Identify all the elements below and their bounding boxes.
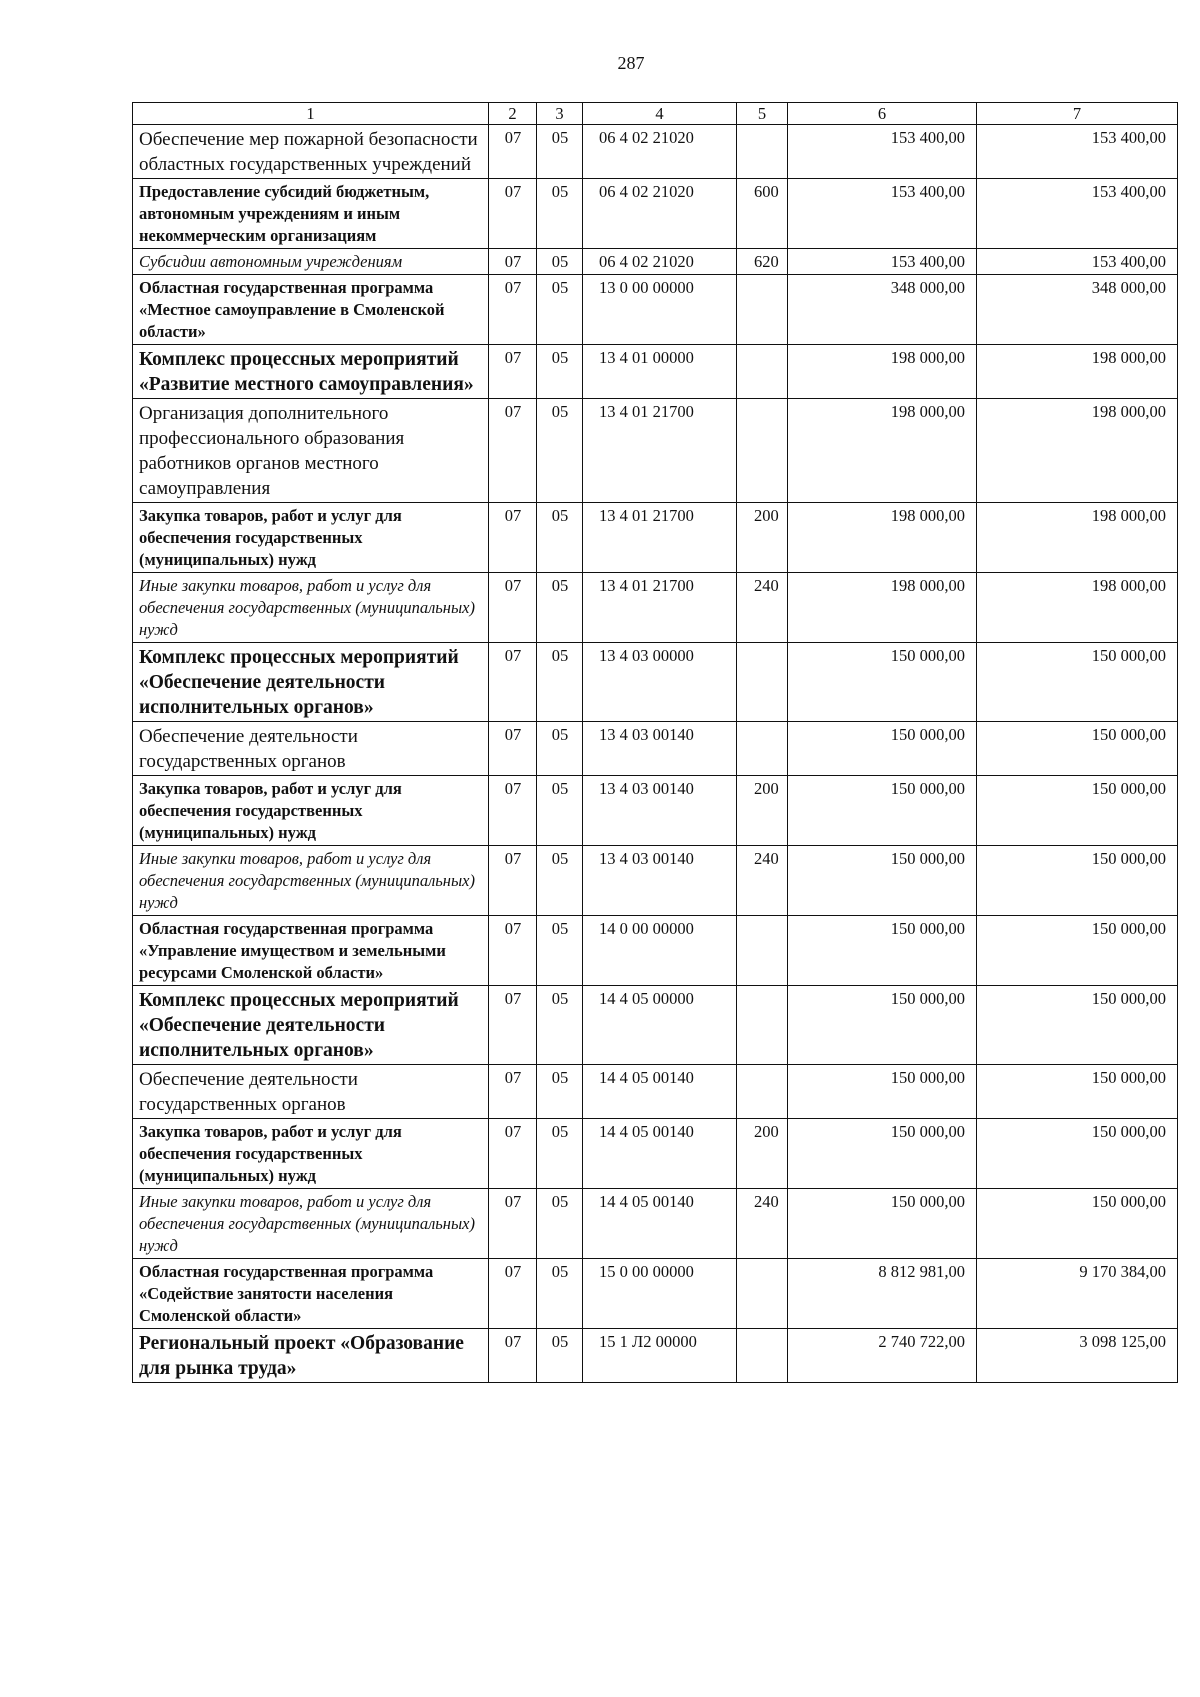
row-name-cell: Областная государственная программа «Содействие занятости населения Смоленской области» [133,1259,489,1329]
amount-year2-cell: 150 000,00 [977,986,1178,1065]
expense-type-cell: 240 [737,573,788,643]
row-name-cell: Комплекс процессных мероприятий «Развитие местного самоуправления» [133,345,489,399]
amount-year2-cell: 150 000,00 [977,1119,1178,1189]
target-article-cell: 06 4 02 21020 [583,249,737,275]
expense-type-cell: 240 [737,846,788,916]
amount-year2-cell: 150 000,00 [977,643,1178,722]
amount-year1-cell: 198 000,00 [788,345,977,399]
row-name-cell: Закупка товаров, работ и услуг для обеспечения государственных (муниципальных) нужд [133,1119,489,1189]
table-row [133,916,1178,986]
subsection-code-cell: 05 [537,125,583,179]
subsection-code-cell: 05 [537,1065,583,1119]
expense-type-cell [737,275,788,345]
expense-type-cell: 200 [737,503,788,573]
section-code-cell: 07 [489,125,537,179]
amount-year2-cell: 150 000,00 [977,916,1178,986]
row-name-cell: Региональный проект «Образование для рынка труда» [133,1329,489,1383]
section-code-cell: 07 [489,1329,537,1383]
target-article-cell: 14 4 05 00140 [583,1065,737,1119]
amount-year1-cell: 198 000,00 [788,573,977,643]
table-row [133,846,1178,916]
target-article-cell: 13 4 03 00140 [583,846,737,916]
amount-year1-cell: 150 000,00 [788,643,977,722]
target-article-cell: 15 0 00 00000 [583,1259,737,1329]
expense-type-cell [737,399,788,503]
amount-year2-cell: 198 000,00 [977,573,1178,643]
expense-type-cell [737,1259,788,1329]
expense-type-cell: 600 [737,179,788,249]
row-name-cell: Обеспечение деятельности государственных органов [133,1065,489,1119]
subsection-code-cell: 05 [537,399,583,503]
amount-year2-cell: 3 098 125,00 [977,1329,1178,1383]
row-name-cell: Комплекс процессных мероприятий «Обеспечение деятельности исполнительных органов» [133,643,489,722]
expense-type-cell [737,1329,788,1383]
section-code-cell: 07 [489,643,537,722]
header-row [133,103,1178,125]
target-article-cell: 14 4 05 00140 [583,1119,737,1189]
amount-year1-cell: 153 400,00 [788,179,977,249]
amount-year1-cell: 348 000,00 [788,275,977,345]
amount-year2-cell: 150 000,00 [977,776,1178,846]
amount-year1-cell: 150 000,00 [788,776,977,846]
section-code-cell: 07 [489,275,537,345]
subsection-code-cell: 05 [537,643,583,722]
table-row [133,722,1178,776]
section-code-cell: 07 [489,249,537,275]
expense-type-cell [737,125,788,179]
subsection-code-cell: 05 [537,776,583,846]
target-article-cell: 13 0 00 00000 [583,275,737,345]
target-article-cell: 13 4 01 00000 [583,345,737,399]
row-name-cell: Субсидии автономным учреждениям [133,249,489,275]
row-name-cell: Областная государственная программа «Управление имуществом и земельными ресурсами Смоленской области» [133,916,489,986]
section-code-cell: 07 [489,573,537,643]
row-name-cell: Областная государственная программа «Местное самоуправление в Смоленской области» [133,275,489,345]
table-row [133,986,1178,1065]
target-article-cell: 13 4 03 00140 [583,776,737,846]
section-code-cell: 07 [489,179,537,249]
amount-year1-cell: 150 000,00 [788,722,977,776]
target-article-cell: 06 4 02 21020 [583,125,737,179]
subsection-code-cell: 05 [537,1189,583,1259]
table-row [133,345,1178,399]
expense-type-cell [737,722,788,776]
amount-year2-cell: 153 400,00 [977,249,1178,275]
section-code-cell: 07 [489,1065,537,1119]
row-name-cell: Закупка товаров, работ и услуг для обеспечения государственных (муниципальных) нужд [133,503,489,573]
table-row [133,776,1178,846]
amount-year1-cell: 150 000,00 [788,1189,977,1259]
header-cell-4: 4 [583,103,737,125]
amount-year2-cell: 348 000,00 [977,275,1178,345]
amount-year1-cell: 153 400,00 [788,249,977,275]
amount-year2-cell: 150 000,00 [977,1065,1178,1119]
amount-year2-cell: 9 170 384,00 [977,1259,1178,1329]
target-article-cell: 14 0 00 00000 [583,916,737,986]
amount-year1-cell: 198 000,00 [788,399,977,503]
table-row [133,643,1178,722]
expense-type-cell: 200 [737,1119,788,1189]
table-row [133,1259,1178,1329]
table-row [133,399,1178,503]
target-article-cell: 13 4 01 21700 [583,399,737,503]
amount-year1-cell: 150 000,00 [788,846,977,916]
subsection-code-cell: 05 [537,1259,583,1329]
target-article-cell: 14 4 05 00000 [583,986,737,1065]
amount-year1-cell: 153 400,00 [788,125,977,179]
section-code-cell: 07 [489,722,537,776]
amount-year1-cell: 150 000,00 [788,1119,977,1189]
section-code-cell: 07 [489,1189,537,1259]
amount-year2-cell: 150 000,00 [977,1189,1178,1259]
header-cell-6: 6 [788,103,977,125]
row-name-cell: Иные закупки товаров, работ и услуг для обеспечения государственных (муниципальных) нужд [133,573,489,643]
section-code-cell: 07 [489,1119,537,1189]
subsection-code-cell: 05 [537,1329,583,1383]
amount-year2-cell: 150 000,00 [977,846,1178,916]
amount-year1-cell: 150 000,00 [788,916,977,986]
table-row [133,275,1178,345]
expense-type-cell [737,345,788,399]
section-code-cell: 07 [489,986,537,1065]
subsection-code-cell: 05 [537,345,583,399]
target-article-cell: 15 1 Л2 00000 [583,1329,737,1383]
row-name-cell: Иные закупки товаров, работ и услуг для обеспечения государственных (муниципальных) нужд [133,846,489,916]
expense-type-cell: 620 [737,249,788,275]
row-name-cell: Обеспечение деятельности государственных органов [133,722,489,776]
amount-year2-cell: 153 400,00 [977,125,1178,179]
table-row [133,1065,1178,1119]
header-cell-7: 7 [977,103,1178,125]
subsection-code-cell: 05 [537,179,583,249]
expense-type-cell: 200 [737,776,788,846]
subsection-code-cell: 05 [537,249,583,275]
amount-year1-cell: 8 812 981,00 [788,1259,977,1329]
subsection-code-cell: 05 [537,986,583,1065]
amount-year1-cell: 198 000,00 [788,503,977,573]
subsection-code-cell: 05 [537,275,583,345]
section-code-cell: 07 [489,399,537,503]
section-code-cell: 07 [489,1259,537,1329]
expense-type-cell [737,1065,788,1119]
target-article-cell: 13 4 01 21700 [583,573,737,643]
table-row [133,573,1178,643]
amount-year2-cell: 150 000,00 [977,722,1178,776]
table-row [133,1329,1178,1383]
expense-type-cell: 240 [737,1189,788,1259]
subsection-code-cell: 05 [537,722,583,776]
table-row [133,1119,1178,1189]
row-name-cell: Предоставление субсидий бюджетным, автономным учреждениям и иным некоммерческим организациям [133,179,489,249]
header-cell-3: 3 [537,103,583,125]
table-row [133,249,1178,275]
row-name-cell: Иные закупки товаров, работ и услуг для обеспечения государственных (муниципальных) нужд [133,1189,489,1259]
amount-year2-cell: 153 400,00 [977,179,1178,249]
header-cell-2: 2 [489,103,537,125]
amount-year2-cell: 198 000,00 [977,399,1178,503]
expense-type-cell [737,643,788,722]
amount-year1-cell: 2 740 722,00 [788,1329,977,1383]
table-row [133,1189,1178,1259]
budget-table [132,102,1178,1383]
row-name-cell: Закупка товаров, работ и услуг для обеспечения государственных (муниципальных) нужд [133,776,489,846]
target-article-cell: 06 4 02 21020 [583,179,737,249]
target-article-cell: 13 4 03 00140 [583,722,737,776]
header-cell-1: 1 [133,103,489,125]
subsection-code-cell: 05 [537,573,583,643]
row-name-cell: Организация дополнительного профессионального образования работников органов местного самоуправления [133,399,489,503]
section-code-cell: 07 [489,846,537,916]
table-row [133,125,1178,179]
header-cell-5: 5 [737,103,788,125]
amount-year1-cell: 150 000,00 [788,1065,977,1119]
row-name-cell: Комплекс процессных мероприятий «Обеспечение деятельности исполнительных органов» [133,986,489,1065]
table-row [133,179,1178,249]
amount-year2-cell: 198 000,00 [977,503,1178,573]
subsection-code-cell: 05 [537,503,583,573]
target-article-cell: 13 4 01 21700 [583,503,737,573]
table-row [133,503,1178,573]
page-number: 287 [617,53,645,73]
subsection-code-cell: 05 [537,1119,583,1189]
expense-type-cell [737,916,788,986]
section-code-cell: 07 [489,503,537,573]
row-name-cell: Обеспечение мер пожарной безопасности областных государственных учреждений [133,125,489,179]
section-code-cell: 07 [489,345,537,399]
subsection-code-cell: 05 [537,846,583,916]
section-code-cell: 07 [489,916,537,986]
target-article-cell: 13 4 03 00000 [583,643,737,722]
expense-type-cell [737,986,788,1065]
subsection-code-cell: 05 [537,916,583,986]
amount-year1-cell: 150 000,00 [788,986,977,1065]
section-code-cell: 07 [489,776,537,846]
amount-year2-cell: 198 000,00 [977,345,1178,399]
table-body [133,125,1178,1383]
target-article-cell: 14 4 05 00140 [583,1189,737,1259]
